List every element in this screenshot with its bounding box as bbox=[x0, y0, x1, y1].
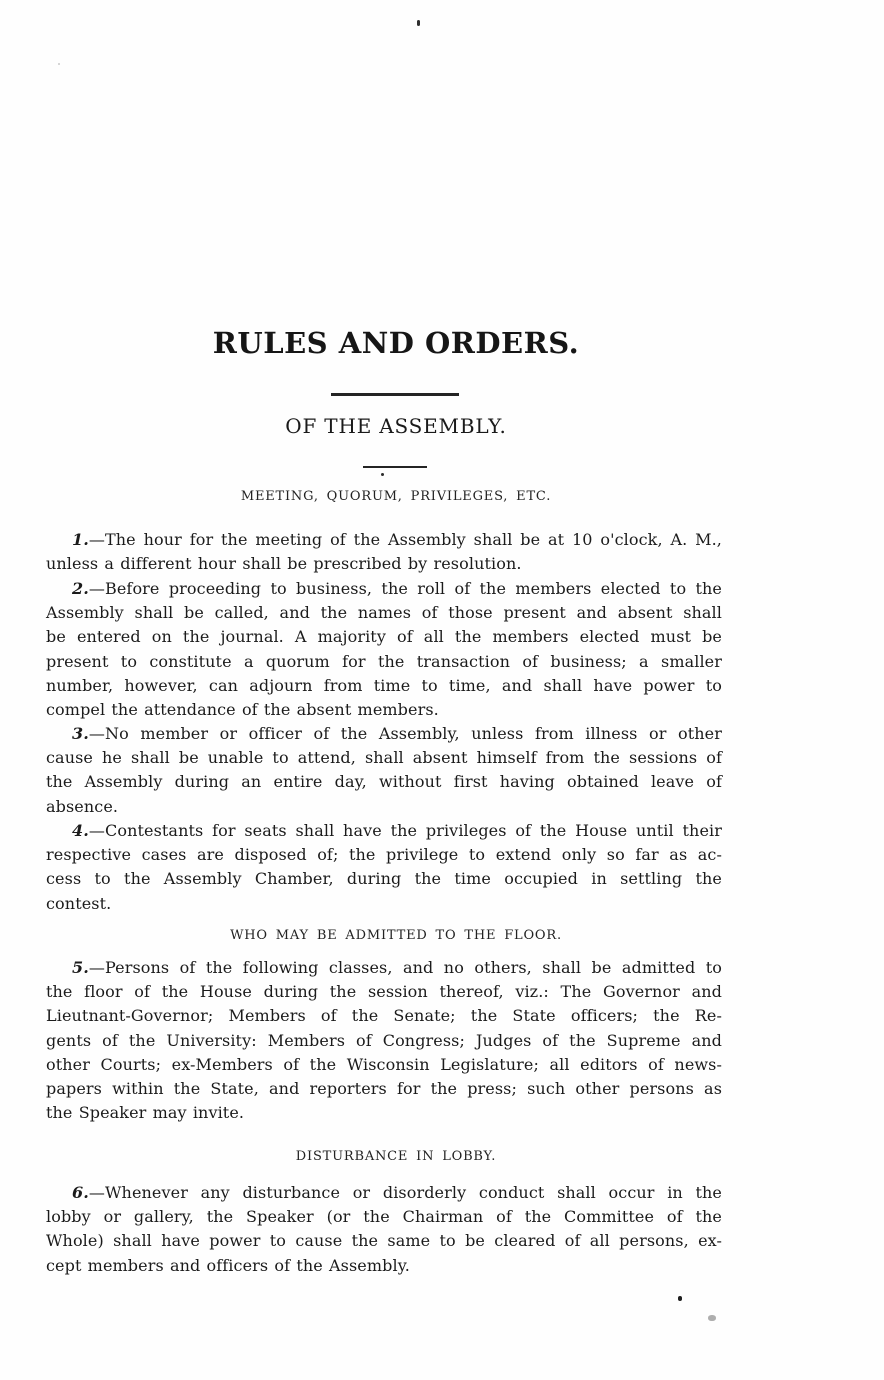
rule-number: 3. bbox=[72, 724, 89, 743]
text-line: respective cases are disposed of; the privilege to extend only so far as ac- bbox=[46, 845, 722, 865]
text-line bbox=[46, 722, 722, 746]
text-line bbox=[46, 1181, 722, 1205]
text-line: gents of the University: Members of Congress; Judges of the Supreme and bbox=[46, 1030, 722, 1050]
text-line: —Before proceeding to business, the roll of the members elected to the bbox=[88, 579, 722, 598]
text-line: —The hour for the meeting of the Assembly shall be at 10 o'clock, A. M., bbox=[88, 530, 722, 549]
text-line bbox=[46, 577, 722, 601]
text-line bbox=[46, 819, 722, 843]
rule-paragraph bbox=[46, 1181, 722, 1278]
section-heading: DISTURBANCE IN LOBBY. bbox=[295, 1149, 497, 1164]
section-heading: MEETING, QUORUM, PRIVILEGES, ETC. bbox=[240, 489, 552, 504]
text-line: Whole) shall have power to cause the same to be cleared of all persons, ex- bbox=[46, 1231, 722, 1251]
text-line: lobby or gallery, the Speaker (or the Chairman of the Committee of the bbox=[46, 1207, 722, 1227]
rule-paragraph bbox=[46, 956, 722, 1125]
text-line: cess to the Assembly Chamber, during the time occupied in settling the bbox=[46, 869, 722, 889]
ink-speck bbox=[678, 1296, 682, 1301]
page-subtitle: OF THE ASSEMBLY. bbox=[285, 414, 507, 438]
page-title: RULES AND ORDERS. bbox=[212, 326, 580, 360]
text-line: other Courts; ex-Members of the Wisconsin Legislature; all editors of news- bbox=[46, 1054, 722, 1074]
text-line: cept members and officers of the Assembly. bbox=[46, 1255, 410, 1275]
rule-number: 5. bbox=[72, 958, 89, 977]
text-line: compel the attendance of the absent members. bbox=[46, 700, 439, 720]
text-line bbox=[46, 956, 722, 980]
rule-number: 2. bbox=[72, 579, 89, 598]
ink-speck bbox=[58, 63, 60, 65]
rule-paragraph bbox=[46, 528, 722, 576]
ink-smudge bbox=[708, 1315, 716, 1321]
title-divider bbox=[331, 393, 459, 396]
text-line: Lieutnant-Governor; Members of the Senate; the State officers; the Re- bbox=[46, 1006, 722, 1026]
text-line: the Assembly during an entire day, without first having obtained leave of bbox=[46, 772, 722, 792]
text-line: —No member or officer of the Assembly, unless from illness or other bbox=[88, 724, 722, 743]
text-line: absence. bbox=[46, 796, 119, 816]
text-line: be entered on the journal. A majority of all the members elected must be bbox=[46, 627, 722, 647]
ink-speck bbox=[417, 20, 420, 26]
text-line: contest. bbox=[46, 893, 112, 913]
text-line: —Persons of the following classes, and no others, shall be admitted to bbox=[88, 958, 722, 977]
text-line: the Speaker may invite. bbox=[46, 1103, 245, 1123]
text-line: unless a different hour shall be prescribed by resolution. bbox=[46, 554, 522, 574]
rule-number: 4. bbox=[72, 821, 89, 840]
rule-paragraph bbox=[46, 722, 722, 819]
text-line: present to constitute a quorum for the transaction of business; a smaller bbox=[46, 651, 722, 671]
rule-number: 1. bbox=[72, 530, 89, 549]
divider-dot bbox=[381, 473, 384, 476]
rule-number: 6. bbox=[72, 1183, 89, 1202]
text-line: —Whenever any disturbance or disorderly conduct shall occur in the bbox=[88, 1183, 722, 1202]
text-line bbox=[46, 528, 722, 552]
text-line: —Contestants for seats shall have the privileges of the House until their bbox=[88, 821, 722, 840]
text-line: number, however, can adjourn from time to time, and shall have power to bbox=[46, 675, 722, 695]
rule-paragraph bbox=[46, 819, 722, 916]
subtitle-divider bbox=[363, 466, 427, 468]
text-line: the floor of the House during the session thereof, viz.: The Governor and bbox=[46, 982, 722, 1002]
rule-paragraph bbox=[46, 577, 722, 722]
text-line: cause he shall be unable to attend, shall absent himself from the sessions of bbox=[46, 748, 722, 768]
text-line: Assembly shall be called, and the names of those present and absent shall bbox=[46, 603, 722, 623]
section-heading: WHO MAY BE ADMITTED TO THE FLOOR. bbox=[230, 928, 562, 943]
text-line: papers within the State, and reporters for the press; such other persons as bbox=[46, 1079, 722, 1099]
